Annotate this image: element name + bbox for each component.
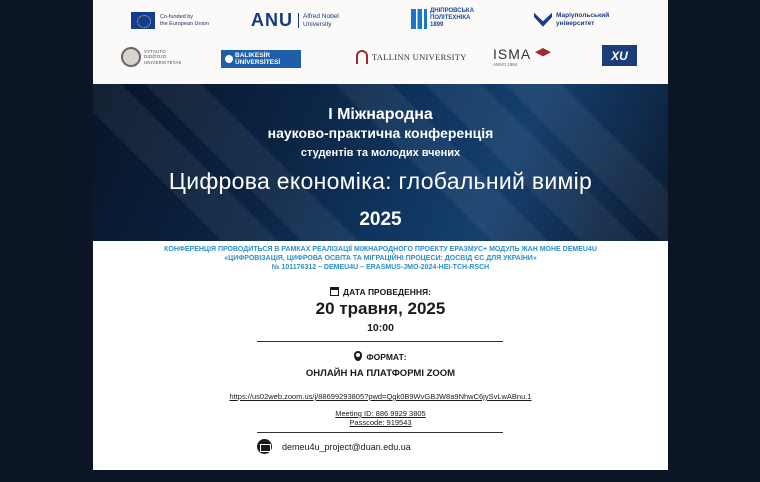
tallinn-university-text: TALLINN UNIVERSITY — [372, 52, 467, 62]
conference-ordinal: І Міжнародна — [328, 106, 433, 123]
xu-logo — [602, 45, 637, 66]
mariupol-university-text: Маріупольський університет — [556, 12, 610, 27]
calendar-icon — [330, 287, 339, 296]
format-label: ФОРМАТ: — [366, 352, 407, 362]
project-line-2: «ЦИФРОВІЗАЦІЯ, ЦИФРОВА ОСВІТА ТА МІГРАЦІЙНІ ПРОЦЕСИ: ДОСВІД ЄС ДЛЯ УКРАЇНИ» — [224, 254, 537, 262]
graduation-cap-icon — [535, 48, 551, 60]
conference-type: науково-практична конференція — [267, 125, 494, 141]
vmu-seal-icon — [121, 47, 141, 67]
anu-logo-mark: ANU — [251, 10, 293, 30]
project-line-1: КОНФЕРЕНЦІЯ ПРОВОДИТЬСЯ В РАМКАХ РЕАЛІЗАЦІЇ МІЖНАРОДНОГО ПРОЕКТУ ЕРАЗМУС+ МОДУЛЬ ЖАН МОНЕ DEMEU4U — [164, 246, 597, 253]
date-label: ДАТА ПРОВЕДЕННЯ: — [343, 287, 431, 297]
balikesir-logo-text: BALIKESİR ÜNİVERSİTESİ — [235, 51, 281, 66]
project-description — [93, 246, 668, 272]
mariupol-bird-icon — [534, 13, 552, 27]
mail-icon — [257, 439, 272, 454]
format-value: ОНЛАЙН НА ПЛАТФОРМІ ZOOM — [305, 368, 456, 379]
vmu-logo-text: VYTAUTO DIDŽIOJO UNIVERSITETAS — [144, 49, 182, 65]
passcode: Passcode: 919543 — [349, 418, 412, 427]
date-label-row — [93, 287, 668, 297]
dnipro-polytechnic-logo — [411, 8, 474, 30]
eu-logo-text: Co-funded by the European Union — [160, 13, 209, 27]
dnipro-polytechnic-icon — [411, 9, 427, 29]
conference-title: Цифрова економіка: глобальний вимір — [168, 168, 593, 194]
mariupol-university-logo — [534, 12, 609, 28]
dnipro-polytechnic-text: ДНІПРОВСЬКА ПОЛІТЕХНІКА 1899 — [430, 8, 474, 29]
tallinn-university-logo — [356, 50, 467, 64]
project-line-3: № 101176312 – DEMEU4U – ERASMUS-JMO-2024-HEI-TCH-RSCH — [271, 263, 490, 271]
xu-logo-text: XU — [611, 48, 628, 63]
format-label-row — [93, 351, 668, 362]
divider — [257, 432, 503, 433]
anu-logo — [251, 10, 339, 31]
conference-year: 2025 — [359, 209, 402, 230]
tallinn-arch-icon — [356, 50, 368, 64]
title-banner — [93, 84, 668, 241]
vmu-logo — [121, 47, 182, 67]
bottom-bar — [93, 470, 668, 482]
partner-logos — [93, 0, 668, 84]
conference-audience: студентів та молодих вчених — [300, 147, 461, 159]
event-time: 10:00 — [367, 322, 394, 334]
eu-flag-icon — [131, 12, 155, 29]
contact-row — [257, 439, 411, 454]
location-pin-icon — [354, 351, 362, 361]
divider — [257, 341, 503, 342]
eu-logo — [131, 12, 209, 29]
conference-poster — [93, 0, 668, 470]
contact-email[interactable]: demeu4u_project@duan.edu.ua — [282, 441, 411, 452]
isma-logo — [493, 46, 531, 67]
event-date: 20 травня, 2025 — [315, 299, 446, 318]
anu-logo-text: Alfred Nobel University — [298, 13, 339, 29]
meeting-id: Meeting ID: 886 9929 3805 — [335, 409, 426, 418]
balikesir-logo — [221, 50, 301, 68]
isma-logo-sub: ANNO 1994 — [493, 62, 518, 67]
zoom-link[interactable]: https://us02web.zoom.us/j/88699293805?pwd=Qgk0B9WvGBJW8a9NhwC6jySvLwABnu.1 — [229, 392, 532, 401]
isma-logo-mark: ISMA — [493, 46, 532, 62]
